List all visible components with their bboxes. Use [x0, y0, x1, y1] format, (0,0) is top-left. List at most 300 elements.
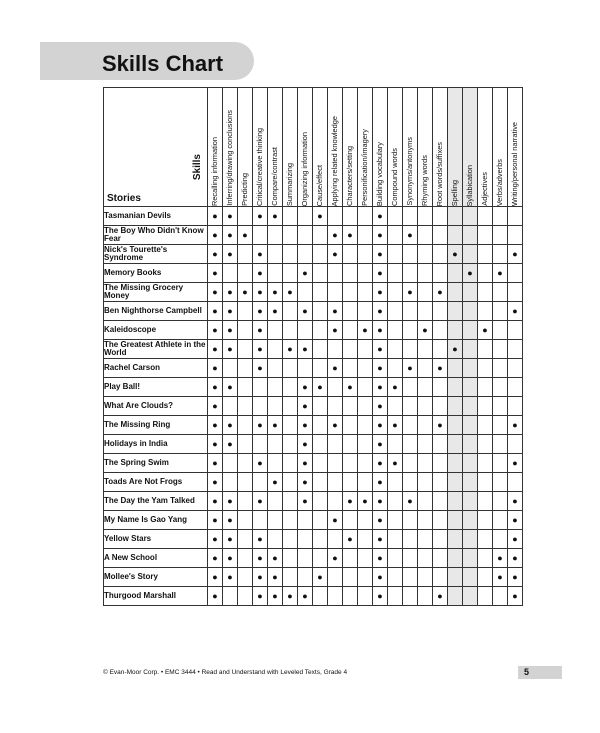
skill-label: Personification/imagery: [360, 129, 369, 206]
empty-cell: [268, 340, 283, 359]
empty-cell: [403, 207, 418, 226]
empty-cell: [448, 473, 463, 492]
empty-cell: [478, 245, 493, 264]
skill-header: [298, 88, 313, 207]
empty-cell: [403, 454, 418, 473]
skill-dot: ●: [298, 473, 313, 492]
empty-cell: [388, 492, 403, 511]
empty-cell: [433, 473, 448, 492]
empty-cell: [433, 549, 448, 568]
empty-cell: [358, 549, 373, 568]
empty-cell: [463, 397, 478, 416]
empty-cell: [478, 530, 493, 549]
empty-cell: [448, 492, 463, 511]
skill-dot: ●: [298, 454, 313, 473]
empty-cell: [283, 397, 298, 416]
skill-dot: ●: [223, 302, 238, 321]
skill-dot: ●: [298, 397, 313, 416]
header-row: [104, 88, 523, 207]
empty-cell: [403, 245, 418, 264]
skills-chart-table: [103, 87, 523, 606]
empty-cell: [268, 454, 283, 473]
empty-cell: [223, 454, 238, 473]
skill-dot: ●: [448, 340, 463, 359]
skill-dot: ●: [283, 587, 298, 606]
skill-dot: ●: [208, 378, 223, 397]
empty-cell: [343, 264, 358, 283]
empty-cell: [298, 549, 313, 568]
empty-cell: [493, 378, 508, 397]
skill-dot: ●: [223, 207, 238, 226]
empty-cell: [223, 473, 238, 492]
empty-cell: [343, 207, 358, 226]
skill-dot: ●: [268, 302, 283, 321]
skill-dot: ●: [283, 283, 298, 302]
empty-cell: [448, 397, 463, 416]
empty-cell: [478, 302, 493, 321]
empty-cell: [493, 207, 508, 226]
empty-cell: [388, 587, 403, 606]
empty-cell: [358, 264, 373, 283]
skill-dot: ●: [298, 378, 313, 397]
empty-cell: [343, 302, 358, 321]
skill-dot: ●: [508, 568, 523, 587]
empty-cell: [478, 340, 493, 359]
empty-cell: [268, 435, 283, 454]
empty-cell: [343, 416, 358, 435]
empty-cell: [493, 587, 508, 606]
empty-cell: [478, 397, 493, 416]
skill-header: [388, 88, 403, 207]
empty-cell: [403, 397, 418, 416]
empty-cell: [298, 359, 313, 378]
empty-cell: [238, 397, 253, 416]
skill-dot: ●: [508, 245, 523, 264]
empty-cell: [418, 264, 433, 283]
table-row: [104, 302, 523, 321]
skill-dot: ●: [298, 302, 313, 321]
skill-dot: ●: [208, 283, 223, 302]
skill-label: Verbs/adverbs: [495, 158, 504, 206]
skill-dot: ●: [253, 302, 268, 321]
story-title: The Spring Swim: [104, 454, 208, 473]
empty-cell: [433, 321, 448, 340]
footer-copyright: © Evan-Moor Corp. • EMC 3444 • Read and Understand with Leveled Texts, Grade 4: [103, 669, 348, 676]
empty-cell: [298, 226, 313, 245]
empty-cell: [238, 587, 253, 606]
empty-cell: [313, 473, 328, 492]
skill-dot: ●: [223, 321, 238, 340]
skill-dot: ●: [373, 568, 388, 587]
skill-dot: ●: [253, 587, 268, 606]
empty-cell: [418, 568, 433, 587]
empty-cell: [238, 454, 253, 473]
empty-cell: [238, 435, 253, 454]
skill-dot: ●: [223, 340, 238, 359]
empty-cell: [388, 568, 403, 587]
skill-dot: ●: [268, 283, 283, 302]
skill-dot: ●: [373, 245, 388, 264]
empty-cell: [358, 226, 373, 245]
skill-label: Syllabication: [465, 164, 474, 206]
empty-cell: [223, 264, 238, 283]
skill-dot: ●: [208, 340, 223, 359]
skill-dot: ●: [328, 226, 343, 245]
skill-dot: ●: [253, 207, 268, 226]
skill-dot: ●: [253, 340, 268, 359]
empty-cell: [388, 207, 403, 226]
skill-dot: ●: [463, 264, 478, 283]
table-row: [104, 283, 523, 302]
empty-cell: [238, 416, 253, 435]
skill-dot: ●: [208, 397, 223, 416]
empty-cell: [313, 492, 328, 511]
empty-cell: [433, 397, 448, 416]
empty-cell: [508, 473, 523, 492]
empty-cell: [328, 454, 343, 473]
empty-cell: [388, 264, 403, 283]
empty-cell: [253, 435, 268, 454]
empty-cell: [493, 226, 508, 245]
empty-cell: [478, 549, 493, 568]
skill-header: [418, 88, 433, 207]
skill-dot: ●: [268, 587, 283, 606]
empty-cell: [268, 397, 283, 416]
skill-label: Recalling information: [210, 136, 219, 206]
story-title: Play Ball!: [104, 378, 208, 397]
empty-cell: [448, 321, 463, 340]
skill-label: Root words/suffixes: [435, 141, 444, 206]
skill-label: Characters/setting: [345, 146, 354, 206]
empty-cell: [328, 473, 343, 492]
empty-cell: [433, 511, 448, 530]
skill-dot: ●: [268, 207, 283, 226]
skill-dot: ●: [373, 302, 388, 321]
empty-cell: [493, 359, 508, 378]
empty-cell: [388, 511, 403, 530]
empty-cell: [313, 530, 328, 549]
empty-cell: [283, 378, 298, 397]
skill-dot: ●: [403, 226, 418, 245]
empty-cell: [358, 359, 373, 378]
skill-header: [343, 88, 358, 207]
empty-cell: [508, 340, 523, 359]
skill-dot: ●: [208, 302, 223, 321]
empty-cell: [448, 416, 463, 435]
table-row: [104, 549, 523, 568]
skill-dot: ●: [253, 549, 268, 568]
skill-dot: ●: [388, 378, 403, 397]
empty-cell: [343, 454, 358, 473]
skill-dot: ●: [328, 321, 343, 340]
empty-cell: [283, 264, 298, 283]
empty-cell: [463, 454, 478, 473]
empty-cell: [358, 568, 373, 587]
skill-dot: ●: [223, 378, 238, 397]
page-title: Skills Chart: [102, 51, 224, 76]
empty-cell: [328, 207, 343, 226]
empty-cell: [448, 530, 463, 549]
skill-dot: ●: [298, 587, 313, 606]
empty-cell: [358, 435, 373, 454]
empty-cell: [478, 264, 493, 283]
empty-cell: [478, 359, 493, 378]
story-title: Thurgood Marshall: [104, 587, 208, 606]
empty-cell: [358, 397, 373, 416]
skill-dot: ●: [223, 245, 238, 264]
skill-header: [478, 88, 493, 207]
empty-cell: [433, 340, 448, 359]
skill-dot: ●: [208, 207, 223, 226]
empty-cell: [493, 302, 508, 321]
skill-dot: ●: [253, 264, 268, 283]
empty-cell: [418, 397, 433, 416]
skill-label: Compare/contrast: [270, 147, 279, 206]
skill-dot: ●: [373, 416, 388, 435]
empty-cell: [313, 302, 328, 321]
empty-cell: [343, 568, 358, 587]
stories-axis-label: Stories: [107, 193, 141, 204]
empty-cell: [478, 226, 493, 245]
empty-cell: [328, 587, 343, 606]
empty-cell: [418, 207, 433, 226]
skill-dot: ●: [328, 549, 343, 568]
empty-cell: [313, 435, 328, 454]
empty-cell: [283, 473, 298, 492]
empty-cell: [283, 454, 298, 473]
empty-cell: [418, 245, 433, 264]
empty-cell: [283, 302, 298, 321]
skill-header: [448, 88, 463, 207]
empty-cell: [298, 568, 313, 587]
table-row: [104, 511, 523, 530]
empty-cell: [313, 226, 328, 245]
skill-dot: ●: [508, 302, 523, 321]
skill-dot: ●: [373, 264, 388, 283]
skill-dot: ●: [253, 283, 268, 302]
empty-cell: [508, 207, 523, 226]
story-title: The Day the Yam Talked: [104, 492, 208, 511]
empty-cell: [448, 283, 463, 302]
empty-cell: [478, 511, 493, 530]
empty-cell: [358, 207, 373, 226]
skill-dot: ●: [373, 511, 388, 530]
empty-cell: [238, 302, 253, 321]
empty-cell: [388, 321, 403, 340]
skill-dot: ●: [208, 416, 223, 435]
empty-cell: [358, 416, 373, 435]
empty-cell: [268, 511, 283, 530]
skill-dot: ●: [373, 454, 388, 473]
empty-cell: [433, 568, 448, 587]
skill-dot: ●: [403, 283, 418, 302]
empty-cell: [493, 492, 508, 511]
skill-dot: ●: [223, 530, 238, 549]
story-title: A New School: [104, 549, 208, 568]
story-title: The Greatest Athlete in the World: [104, 339, 206, 357]
skill-dot: ●: [433, 283, 448, 302]
empty-cell: [433, 492, 448, 511]
story-title: What Are Clouds?: [104, 397, 208, 416]
skill-dot: ●: [508, 416, 523, 435]
skill-header: [358, 88, 373, 207]
empty-cell: [238, 264, 253, 283]
empty-cell: [313, 245, 328, 264]
skill-label: Cause/effect: [315, 164, 324, 206]
empty-cell: [403, 587, 418, 606]
empty-cell: [448, 207, 463, 226]
skill-dot: ●: [508, 530, 523, 549]
table-row: [104, 568, 523, 587]
empty-cell: [388, 283, 403, 302]
empty-cell: [478, 416, 493, 435]
skill-dot: ●: [508, 492, 523, 511]
skill-header: [238, 88, 253, 207]
empty-cell: [463, 340, 478, 359]
skill-dot: ●: [373, 378, 388, 397]
skill-dot: ●: [403, 359, 418, 378]
empty-cell: [388, 302, 403, 321]
skill-dot: ●: [223, 435, 238, 454]
skill-header: [208, 88, 223, 207]
skill-label: Synonyms/antonyms: [405, 137, 414, 206]
empty-cell: [433, 226, 448, 245]
empty-cell: [238, 340, 253, 359]
skill-dot: ●: [253, 359, 268, 378]
empty-cell: [493, 435, 508, 454]
empty-cell: [223, 587, 238, 606]
empty-cell: [283, 245, 298, 264]
table-row: [104, 587, 523, 606]
skill-header: [268, 88, 283, 207]
empty-cell: [358, 378, 373, 397]
empty-cell: [508, 435, 523, 454]
empty-cell: [343, 511, 358, 530]
skill-dot: ●: [223, 568, 238, 587]
empty-cell: [343, 587, 358, 606]
skill-dot: ●: [343, 378, 358, 397]
empty-cell: [238, 378, 253, 397]
empty-cell: [493, 473, 508, 492]
skill-dot: ●: [373, 549, 388, 568]
skill-dot: ●: [208, 264, 223, 283]
empty-cell: [388, 397, 403, 416]
skill-label: Summarizing: [285, 162, 294, 206]
skills-axis-label: Skills: [192, 153, 203, 180]
story-title: The Boy Who Didn't Know Fear: [104, 226, 208, 245]
skill-dot: ●: [223, 492, 238, 511]
empty-cell: [418, 454, 433, 473]
empty-cell: [238, 207, 253, 226]
empty-cell: [463, 549, 478, 568]
empty-cell: [283, 549, 298, 568]
empty-cell: [388, 473, 403, 492]
skill-dot: ●: [283, 340, 298, 359]
empty-cell: [328, 530, 343, 549]
table-row: [104, 340, 523, 359]
skill-label: Organizing information: [300, 131, 309, 206]
skill-dot: ●: [373, 340, 388, 359]
empty-cell: [433, 378, 448, 397]
empty-cell: [253, 473, 268, 492]
skill-label: Inferring/drawing conclusions: [225, 110, 234, 206]
empty-cell: [478, 568, 493, 587]
empty-cell: [238, 511, 253, 530]
skill-dot: ●: [373, 435, 388, 454]
skill-dot: ●: [493, 264, 508, 283]
table-row: [104, 321, 523, 340]
empty-cell: [253, 511, 268, 530]
skill-dot: ●: [253, 568, 268, 587]
empty-cell: [283, 359, 298, 378]
story-rows: [104, 207, 523, 606]
empty-cell: [493, 321, 508, 340]
empty-cell: [328, 397, 343, 416]
empty-cell: [358, 283, 373, 302]
empty-cell: [493, 397, 508, 416]
empty-cell: [463, 207, 478, 226]
table-row: [104, 473, 523, 492]
empty-cell: [268, 530, 283, 549]
skill-dot: ●: [358, 321, 373, 340]
empty-cell: [418, 587, 433, 606]
empty-cell: [283, 568, 298, 587]
empty-cell: [448, 264, 463, 283]
skill-dot: ●: [268, 549, 283, 568]
skill-dot: ●: [328, 245, 343, 264]
empty-cell: [268, 359, 283, 378]
skill-dot: ●: [388, 454, 403, 473]
empty-cell: [343, 435, 358, 454]
empty-cell: [313, 454, 328, 473]
empty-cell: [418, 302, 433, 321]
empty-cell: [358, 454, 373, 473]
empty-cell: [313, 283, 328, 302]
empty-cell: [283, 511, 298, 530]
skill-dot: ●: [358, 492, 373, 511]
story-title: Holidays in India: [104, 435, 208, 454]
empty-cell: [298, 207, 313, 226]
empty-cell: [283, 435, 298, 454]
skill-dot: ●: [433, 359, 448, 378]
empty-cell: [418, 549, 433, 568]
skill-dot: ●: [208, 549, 223, 568]
empty-cell: [283, 530, 298, 549]
empty-cell: [358, 587, 373, 606]
skill-dot: ●: [208, 435, 223, 454]
empty-cell: [388, 435, 403, 454]
empty-cell: [418, 492, 433, 511]
empty-cell: [433, 454, 448, 473]
empty-cell: [418, 530, 433, 549]
empty-cell: [448, 226, 463, 245]
empty-cell: [298, 321, 313, 340]
empty-cell: [388, 549, 403, 568]
story-title: The Missing Grocery Money: [104, 283, 208, 302]
empty-cell: [328, 568, 343, 587]
skill-label: Spelling: [450, 179, 459, 206]
skill-dot: ●: [208, 473, 223, 492]
skill-dot: ●: [268, 568, 283, 587]
header-corner: [104, 88, 208, 207]
skill-dot: ●: [208, 321, 223, 340]
empty-cell: [358, 340, 373, 359]
empty-cell: [418, 511, 433, 530]
empty-cell: [388, 530, 403, 549]
empty-cell: [463, 511, 478, 530]
empty-cell: [328, 340, 343, 359]
table-row: [104, 397, 523, 416]
